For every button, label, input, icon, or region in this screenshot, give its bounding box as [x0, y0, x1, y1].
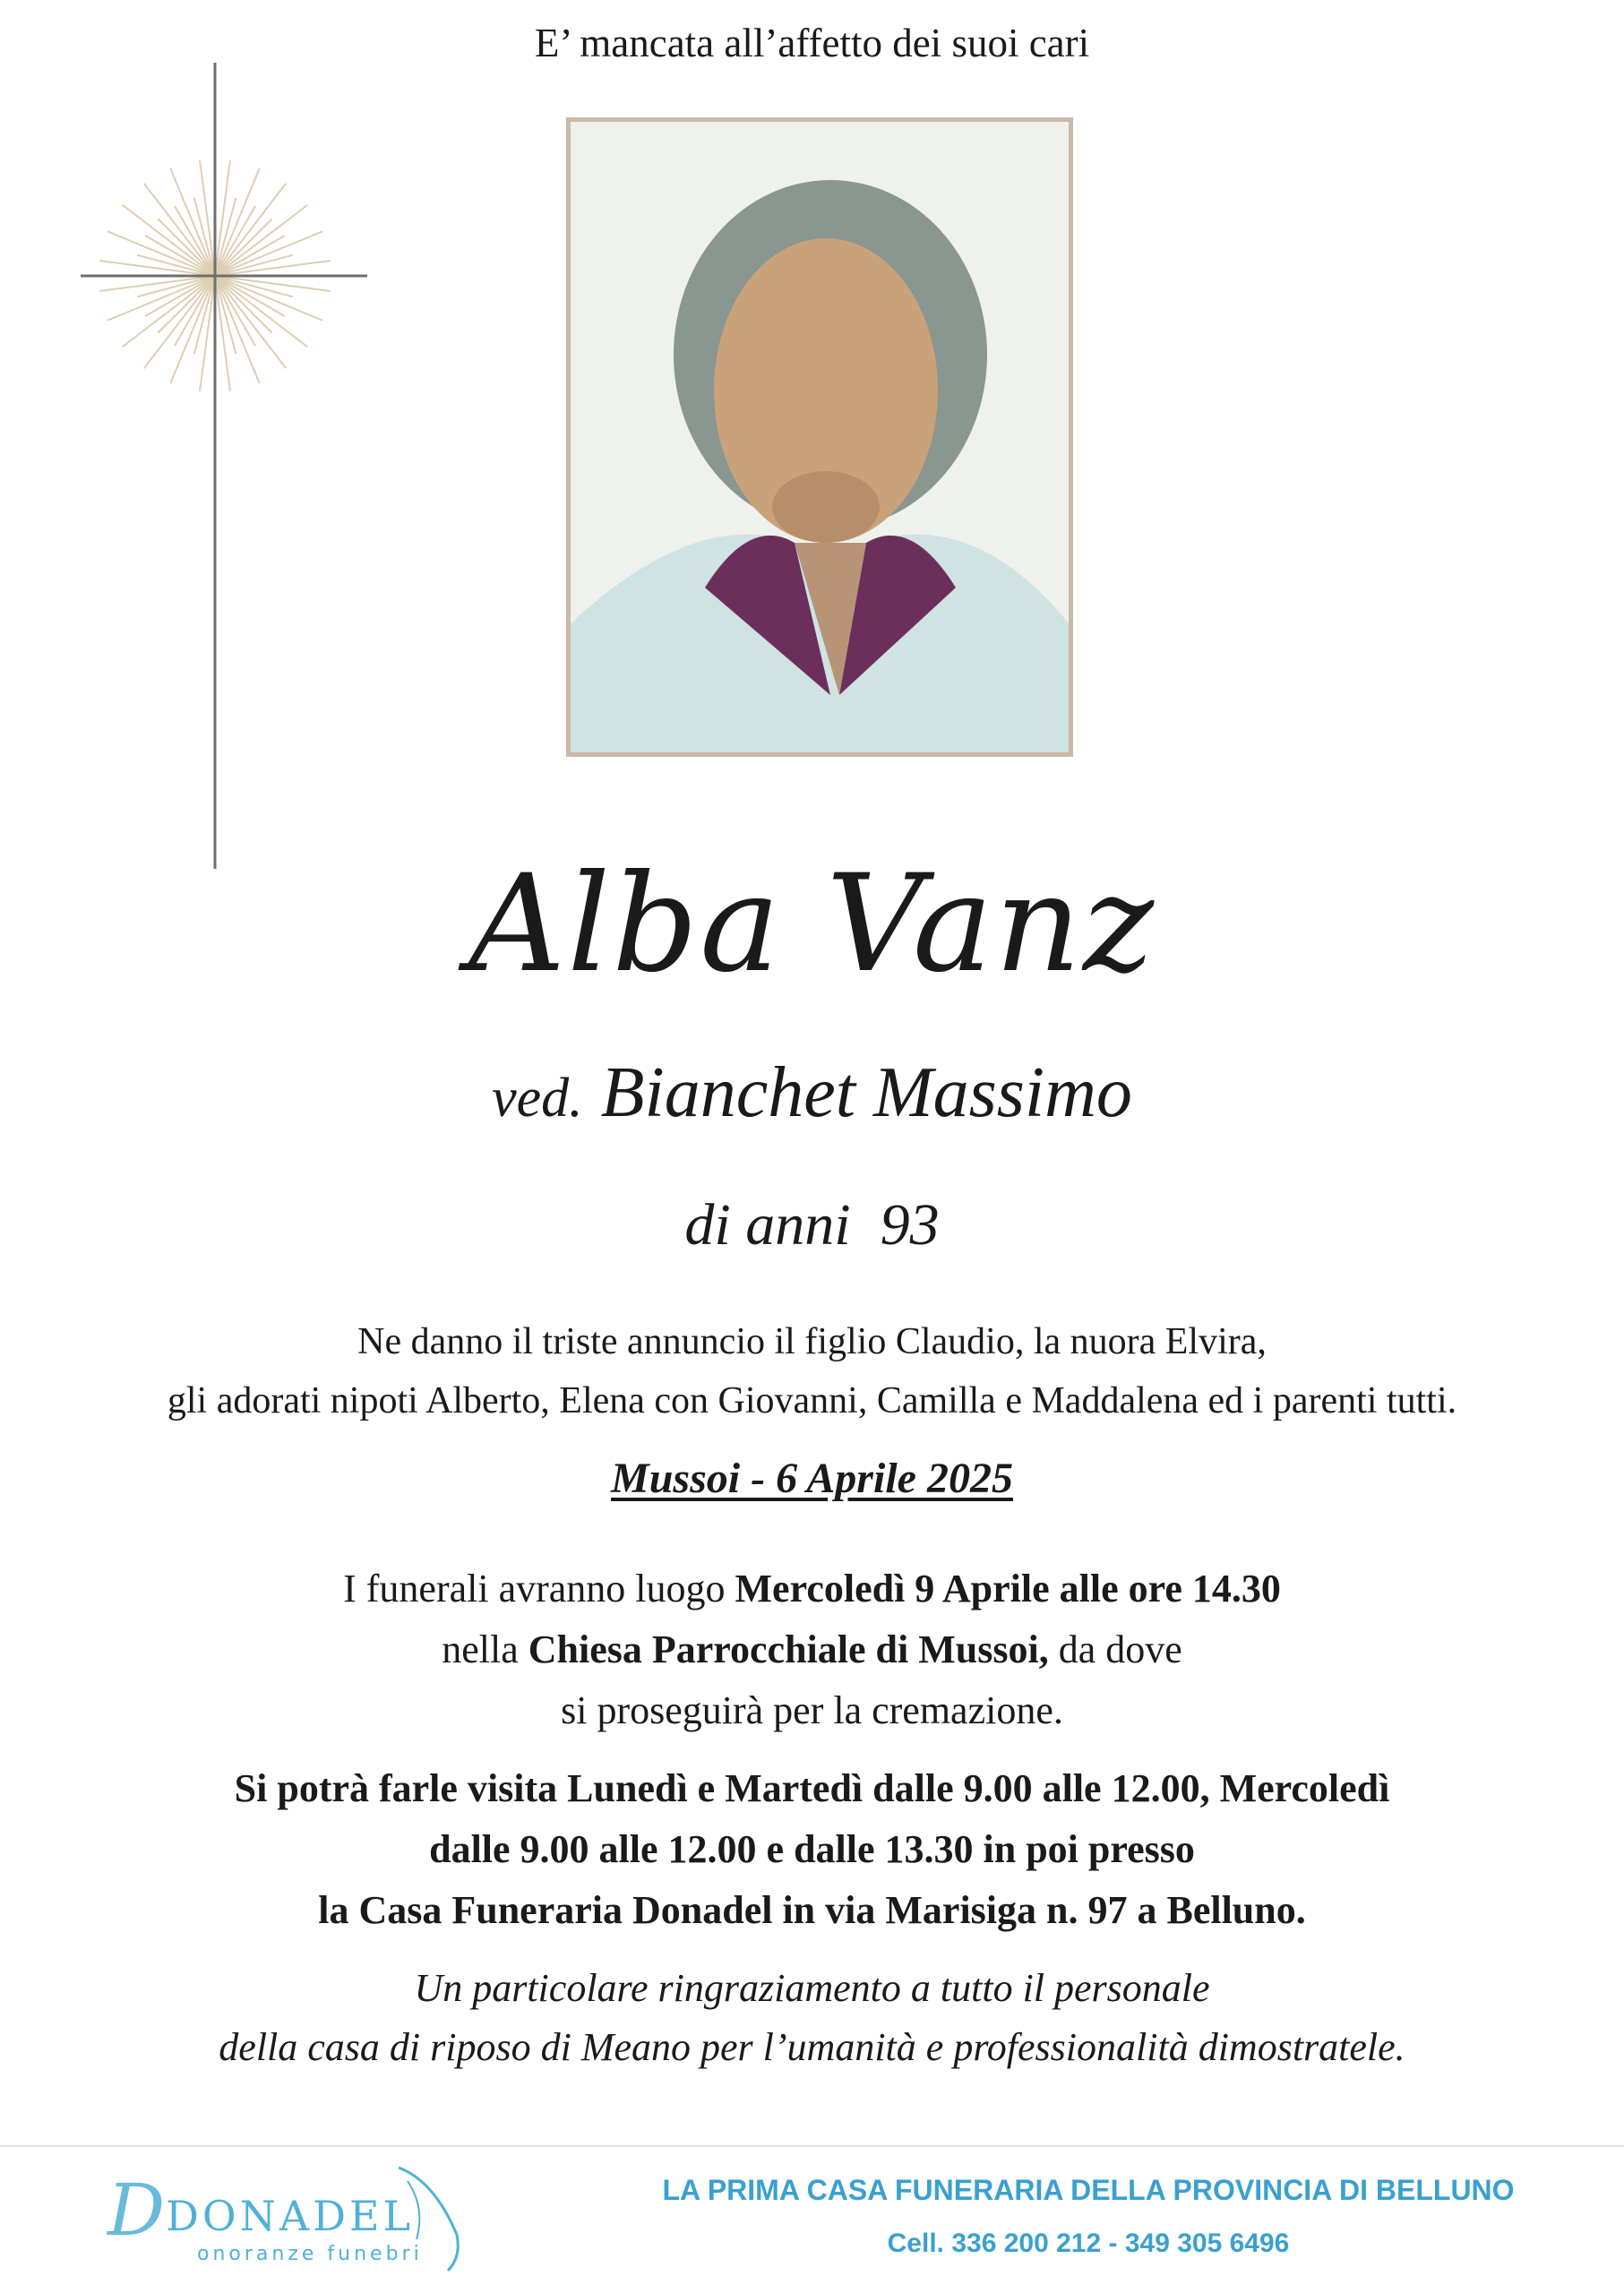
radiant-cross-icon: [36, 63, 376, 869]
widow-line: [0, 1052, 1624, 1134]
funeral-line-1-text: I funerali avranno luogo: [343, 1567, 735, 1610]
funeral-info: [0, 1559, 1624, 1741]
announcement-line-1: Ne danno il triste annuncio il figlio Claudio, la nuora Elvira,: [357, 1321, 1267, 1362]
thanks-line-1: Un particolare ringraziamento a tutto il personale: [414, 1966, 1210, 2010]
visit-line-3: la Casa Funeraria Donadel in via Marisiga n. 97 a Belluno.: [318, 1888, 1306, 1932]
logo-subtitle: onoranze funebri: [197, 2243, 423, 2265]
footer-divider: [0, 2145, 1624, 2147]
funeral-line-1: [0, 1559, 1624, 1619]
funeral-line-2: [0, 1619, 1624, 1680]
funeral-line-2-post: da dove: [1048, 1627, 1182, 1671]
place-date: Mussoi - 6 Aprile 2025: [611, 1455, 1013, 1502]
church-name: Chiesa Parrocchiale di Mussoi,: [528, 1627, 1049, 1671]
visit-info: [0, 1758, 1624, 1941]
portrait-photo: [566, 117, 1073, 757]
announcement: [0, 1312, 1624, 1430]
widow-prefix: ved.: [492, 1068, 583, 1129]
footer-tagline: LA PRIMA CASA FUNERARIA DELLA PROVINCIA DI BELLUNO: [662, 2174, 1515, 2206]
visit-line-1: Si potrà farle visita Lunedì e Martedì dalle 9.00 alle 12.00, Mercoledì: [234, 1766, 1390, 1810]
visit-line-2: dalle 9.00 alle 12.00 e dalle 13.30 in poi presso: [429, 1827, 1195, 1871]
funeral-line-3: si proseguirà per la cremazione.: [561, 1688, 1063, 1732]
donadel-logo: [103, 2154, 479, 2280]
spouse-name: Bianchet Massimo: [600, 1053, 1132, 1132]
heading-text: E’ mancata all’affetto dei suoi cari: [534, 21, 1090, 65]
thanks-note: [0, 1959, 1624, 2077]
age-text: di anni 93: [684, 1192, 940, 1258]
funeral-line-2-pre: nella: [442, 1627, 528, 1671]
svg-text:D: D: [107, 2168, 166, 2252]
logo-text: DONADEL: [166, 2192, 415, 2240]
thanks-line-2: della casa di riposo di Meano per l’umanità e professionalità dimostratele.: [219, 2025, 1405, 2069]
announcement-line-2: gli adorati nipoti Alberto, Elena con Giovanni, Camilla e Maddalena ed i parenti tutti.: [167, 1380, 1457, 1421]
deceased-name: Alba Vanz: [468, 846, 1156, 1002]
funeral-date: Mercoledì 9 Aprile alle ore 14.30: [735, 1567, 1281, 1610]
footer-phones: Cell. 336 200 212 - 349 305 6496: [887, 2229, 1290, 2258]
